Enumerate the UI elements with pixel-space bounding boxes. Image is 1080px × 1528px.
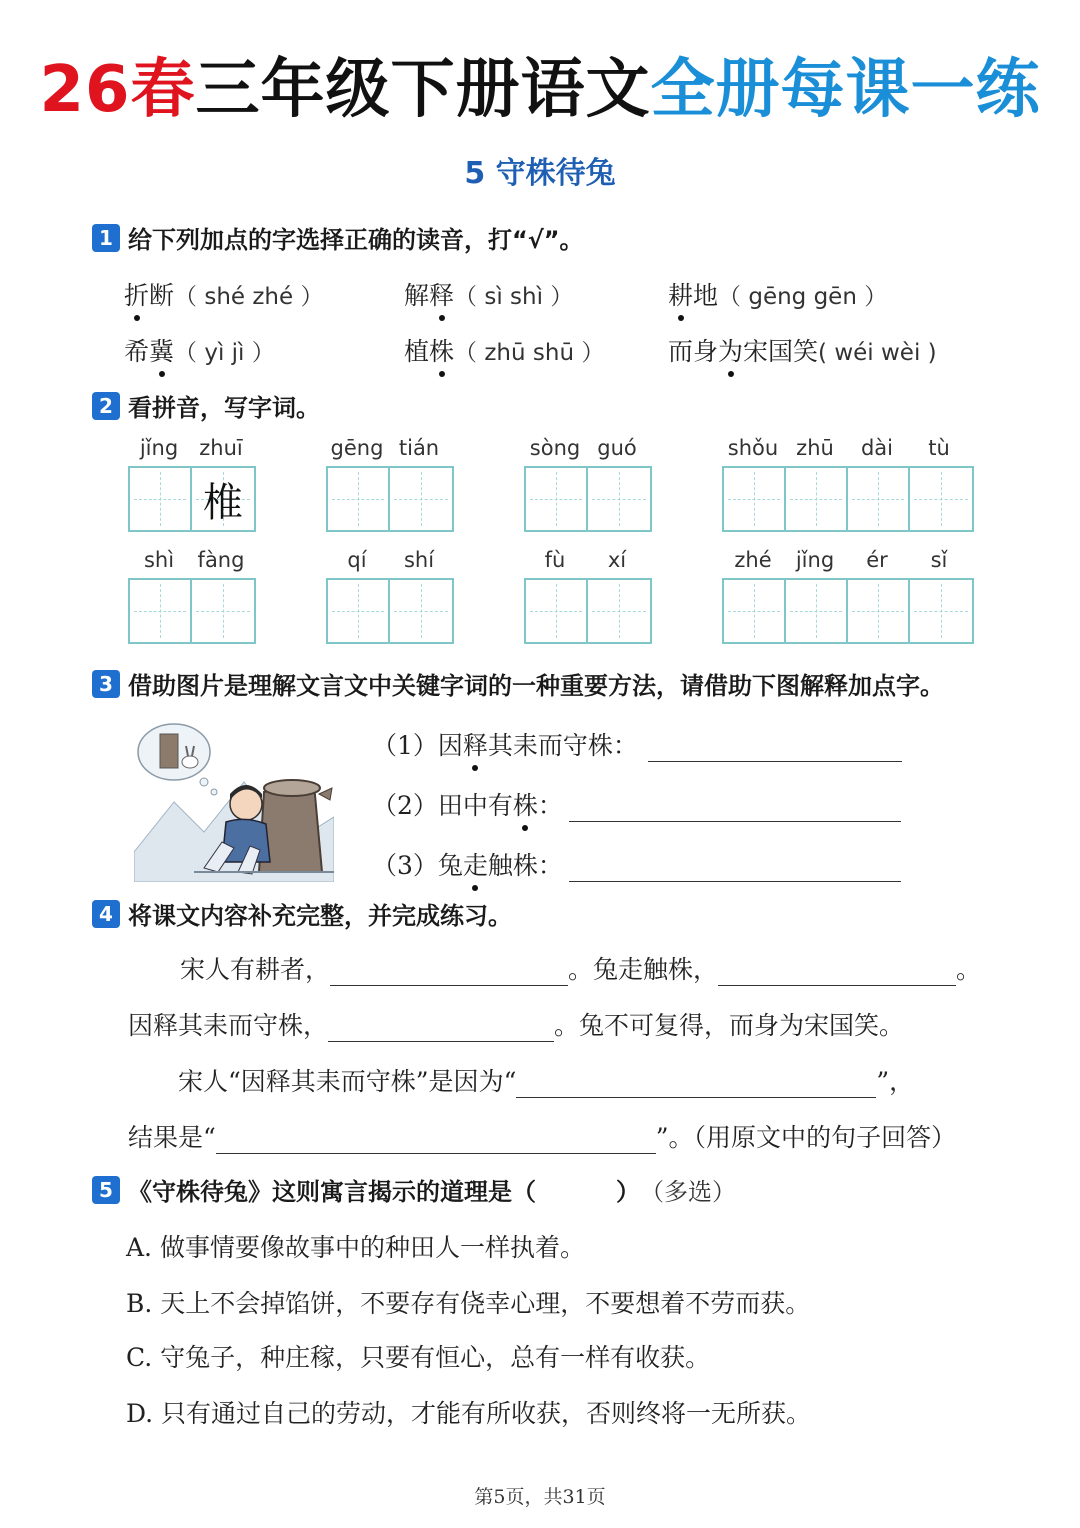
page-header bbox=[0, 40, 1080, 140]
answer-blank[interactable] bbox=[328, 1016, 554, 1042]
dotted-char: 冀 bbox=[149, 332, 174, 368]
lesson-title: 5 守株待兔 bbox=[464, 156, 616, 191]
q3-item-1 bbox=[372, 726, 902, 762]
dotted-char: 株 bbox=[429, 332, 454, 368]
question-number-badge: 3 bbox=[92, 670, 120, 698]
word-rest: 宋国笑 bbox=[743, 337, 819, 366]
pinyin-options[interactable]: （ zhū shū ） bbox=[454, 340, 605, 366]
writing-cell[interactable] bbox=[848, 468, 910, 530]
pinyin-group-3 bbox=[524, 436, 652, 532]
word-rest: 地 bbox=[693, 281, 719, 310]
pinyin: fù bbox=[544, 548, 566, 572]
writing-cell[interactable] bbox=[910, 468, 972, 530]
writing-cell[interactable] bbox=[724, 468, 786, 530]
q4-line-3 bbox=[178, 1062, 914, 1098]
word-start: 希 bbox=[124, 337, 150, 366]
writing-cell[interactable] bbox=[910, 580, 972, 642]
word-start: 解 bbox=[404, 281, 430, 310]
answer-blank[interactable] bbox=[648, 736, 902, 762]
pinyin: ér bbox=[866, 548, 888, 572]
text-segment: 因释其耒而守株， bbox=[128, 1011, 329, 1040]
pinyin: xí bbox=[607, 548, 627, 572]
dotted-char: 耕 bbox=[668, 276, 693, 312]
pron-item-4 bbox=[124, 332, 275, 368]
pinyin-group-8 bbox=[722, 548, 974, 644]
answer-blank[interactable] bbox=[718, 960, 956, 986]
pinyin-options[interactable]: （ shé zhé ） bbox=[174, 284, 324, 310]
question-3-heading bbox=[92, 666, 944, 701]
writing-cell[interactable] bbox=[192, 580, 254, 642]
writing-cell[interactable] bbox=[848, 580, 910, 642]
pinyin-options[interactable]: （ yì jì ） bbox=[174, 340, 275, 366]
dotted-char: 折 bbox=[124, 276, 149, 312]
pinyin-group-7 bbox=[524, 548, 652, 644]
option-d[interactable]: D. 只有通过自己的劳动，才能有所收获，否则终将一无所获。 bbox=[126, 1399, 812, 1428]
header-part-black: 三年级下册语文 bbox=[195, 53, 651, 127]
writing-cell[interactable] bbox=[588, 468, 650, 530]
pron-item-2 bbox=[404, 276, 573, 312]
pinyin: tù bbox=[928, 436, 950, 460]
writing-cell[interactable] bbox=[786, 468, 848, 530]
question-4-text: 将课文内容补充完整，并完成练习。 bbox=[128, 902, 512, 930]
question-number-badge: 2 bbox=[92, 392, 120, 420]
q3-item-3 bbox=[372, 846, 901, 882]
option-b[interactable]: B. 天上不会掉馅饼，不要存有侥幸心理，不要想着不劳而获。 bbox=[126, 1289, 811, 1318]
q4-line-2 bbox=[128, 1006, 904, 1042]
question-4-heading bbox=[92, 896, 512, 931]
pinyin-options[interactable]: （ sì shì ） bbox=[454, 284, 574, 310]
pinyin: gēng bbox=[330, 436, 384, 460]
question-3-text: 借助图片是理解文言文中关键字词的一种重要方法，请借助下图解释加点字。 bbox=[128, 672, 944, 700]
word-start: 而身 bbox=[668, 337, 719, 366]
page-footer: 第5页，共31页 bbox=[474, 1486, 606, 1508]
question-2-text: 看拼音，写字词。 bbox=[128, 394, 320, 422]
farmer-waiting-illustration bbox=[134, 722, 334, 882]
answer-blank[interactable] bbox=[569, 856, 901, 882]
multi-select-note: （多选） bbox=[640, 1178, 736, 1206]
item-label-end: ： bbox=[537, 791, 563, 820]
pinyin: jǐng bbox=[795, 548, 835, 572]
item-label: （2）田中有 bbox=[372, 791, 513, 820]
dotted-char: 释 bbox=[463, 726, 488, 762]
question-1-text: 给下列加点的字选择正确的读音，打“√”。 bbox=[128, 226, 584, 254]
pron-item-6 bbox=[668, 332, 937, 368]
pron-item-5 bbox=[404, 332, 604, 368]
pinyin: zhū bbox=[796, 436, 834, 460]
item-label: （1）因 bbox=[372, 731, 463, 760]
pinyin-group-5 bbox=[128, 548, 256, 644]
option-a[interactable]: A. 做事情要像故事中的种田人一样执着。 bbox=[126, 1233, 585, 1262]
answer-blank[interactable] bbox=[216, 1128, 656, 1154]
writing-cell[interactable] bbox=[526, 468, 588, 530]
pinyin: shì bbox=[143, 548, 175, 572]
text-segment: 。兔走触株， bbox=[568, 955, 719, 984]
pinyin: sòng bbox=[529, 436, 581, 460]
writing-cell[interactable] bbox=[328, 580, 390, 642]
pinyin-group-2 bbox=[326, 436, 454, 532]
writing-cell[interactable] bbox=[390, 468, 452, 530]
q4-line-4 bbox=[128, 1118, 956, 1154]
option-c[interactable]: C. 守兔子，种庄稼，只要有恒心，总有一样有收获。 bbox=[126, 1343, 711, 1372]
pinyin-group-1 bbox=[128, 436, 256, 532]
dotted-char: 释 bbox=[429, 276, 454, 312]
question-1-heading bbox=[92, 220, 584, 255]
pinyin-group-6 bbox=[326, 548, 454, 644]
question-5-text-end: ） bbox=[616, 1178, 640, 1206]
item-label-end: 触株： bbox=[487, 851, 563, 880]
q4-line-1 bbox=[180, 950, 981, 986]
text-segment: 宋人“因释其耒而守株”是因为“ bbox=[178, 1067, 517, 1096]
question-number-badge: 1 bbox=[92, 224, 120, 252]
question-2-heading bbox=[92, 388, 320, 423]
answer-blank[interactable] bbox=[330, 960, 568, 986]
writing-cell[interactable] bbox=[192, 468, 254, 530]
pinyin: zhuī bbox=[199, 436, 243, 460]
question-number-badge: 5 bbox=[92, 1176, 120, 1204]
writing-cell[interactable] bbox=[130, 468, 192, 530]
pinyin-group-4 bbox=[722, 436, 974, 532]
pinyin: jǐng bbox=[139, 436, 179, 460]
question-number-badge: 4 bbox=[92, 900, 120, 928]
q3-item-2 bbox=[372, 786, 901, 822]
writing-cell[interactable] bbox=[130, 580, 192, 642]
word-rest: 断 bbox=[149, 281, 175, 310]
answer-blank[interactable] bbox=[516, 1072, 876, 1098]
answer-blank[interactable] bbox=[569, 796, 901, 822]
written-char: 椎 bbox=[203, 479, 243, 526]
pinyin: guó bbox=[597, 436, 637, 460]
question-5-text: 《守株待兔》这则寓言揭示的道理是（ bbox=[128, 1178, 536, 1206]
text-segment: 。兔不可复得，而身为宋国笑。 bbox=[554, 1011, 905, 1040]
pinyin: shí bbox=[403, 548, 435, 572]
writing-cell[interactable] bbox=[588, 580, 650, 642]
writing-cell[interactable] bbox=[390, 580, 452, 642]
pinyin: fàng bbox=[197, 548, 245, 572]
header-part-blue: 全册每课一练 bbox=[650, 53, 1041, 127]
writing-cell[interactable] bbox=[526, 580, 588, 642]
text-segment: 宋人有耕者， bbox=[180, 955, 331, 984]
text-segment: 结果是“ bbox=[128, 1123, 216, 1152]
writing-cell[interactable] bbox=[328, 468, 390, 530]
dotted-char: 走 bbox=[463, 846, 488, 882]
pinyin-options[interactable]: ( wéi wèi ) bbox=[818, 340, 937, 366]
text-segment: ”， bbox=[876, 1067, 915, 1096]
pinyin: qí bbox=[347, 548, 367, 572]
pinyin: dài bbox=[860, 436, 894, 460]
header-part-red: 26春 bbox=[39, 53, 196, 127]
text-segment: ”。（用原文中的句子回答） bbox=[655, 1123, 957, 1152]
text-segment: 。 bbox=[956, 955, 982, 984]
pinyin-options[interactable]: （ gēng gēn ） bbox=[718, 284, 888, 310]
word-start: 植 bbox=[404, 337, 430, 366]
writing-cell[interactable] bbox=[786, 580, 848, 642]
pron-item-3 bbox=[668, 276, 887, 312]
writing-cell[interactable] bbox=[724, 580, 786, 642]
dotted-char: 株 bbox=[513, 786, 538, 822]
dotted-char: 为 bbox=[718, 332, 743, 368]
pinyin: shǒu bbox=[727, 436, 779, 460]
item-label-end: 其耒而守株： bbox=[487, 731, 638, 760]
question-5-heading bbox=[92, 1172, 736, 1207]
item-label: （3）兔 bbox=[372, 851, 463, 880]
pinyin: sǐ bbox=[930, 548, 948, 572]
pron-item-1 bbox=[124, 276, 323, 312]
pinyin: zhé bbox=[734, 548, 772, 572]
pinyin: tián bbox=[398, 436, 440, 460]
